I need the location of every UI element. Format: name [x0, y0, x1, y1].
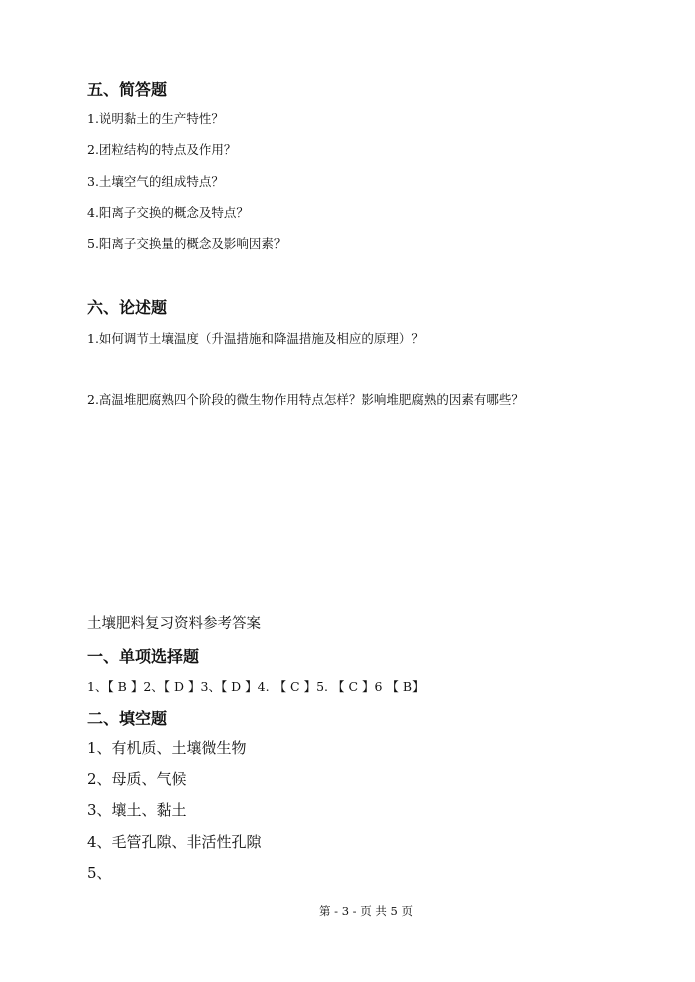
section5-question-2: 2.团粒结构的特点及作用？ [87, 142, 237, 157]
answers-part2-heading: 二、填空题 [87, 709, 168, 728]
answers-part2-item-1: 1、有机质、土壤微生物 [87, 739, 247, 757]
answers-part1-line: 1、【 B 】2、【 D 】3、【 D 】4. 【 C 】5. 【 C 】6 【 B】 [87, 679, 425, 694]
answers-part2-item-2: 2、母质、气候 [87, 770, 187, 788]
section5-question-4: 4.阳离子交换的概念及特点？ [87, 205, 249, 220]
section6-question-1: 1.如何调节土壤温度（升温措施和降温措施及相应的原理）？ [87, 331, 424, 346]
answers-part2-item-3: 3、壤土、黏土 [87, 801, 187, 819]
answers-title: 土壤肥料复习资料参考答案 [87, 616, 261, 632]
answers-part2-item-5: 5、 [87, 864, 112, 882]
section6-heading: 六、论述题 [87, 298, 168, 317]
section6-question-2: 2.高温堆肥腐熟四个阶段的微生物作用特点怎样？影响堆肥腐熟的因素有哪些？ [87, 392, 524, 407]
section5-question-1: 1.说明黏土的生产特性？ [87, 111, 224, 126]
page-footer: 第 - 3 - 页 共 5 页 [319, 904, 413, 918]
section5-question-3: 3.土壤空气的组成特点？ [87, 174, 224, 189]
answers-part1-heading: 一、单项选择题 [87, 647, 200, 666]
answers-part2-item-4: 4、毛管孔隙、非活性孔隙 [87, 833, 262, 851]
section5-question-5: 5.阳离子交换量的概念及影响因素？ [87, 236, 287, 251]
section5-heading: 五、简答题 [87, 80, 168, 99]
